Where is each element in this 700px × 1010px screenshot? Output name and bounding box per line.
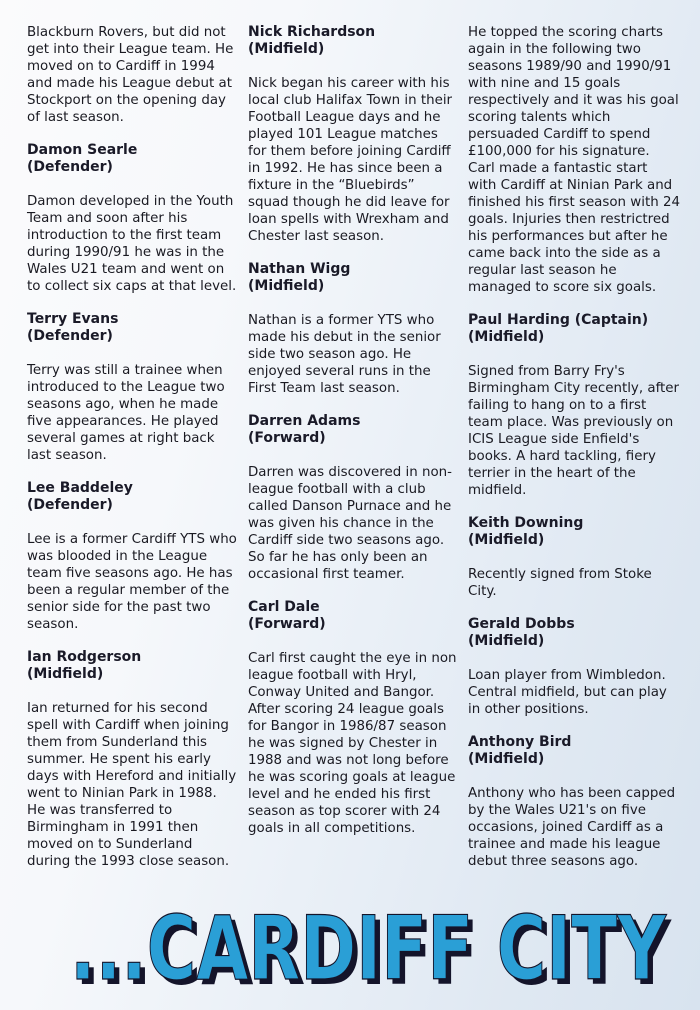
player-name: Anthony Bird [468,734,572,750]
player-name: Gerald Dobbs [468,616,575,632]
player-role: (Midfield) [468,633,545,649]
player-entry-lee-baddeley [27,480,237,633]
player-entry-darren-adams [248,413,458,583]
footer-title-shadow: ...CARDIFF CITY [75,902,672,994]
player-name: Damon Searle [27,142,138,158]
player-role: (Midfield) [468,532,545,548]
player-bio: Anthony who has been capped by the Wales U21's on five occasions, joined Cardiff as a trainee and made his league debut three seasons ago. [468,786,676,869]
column-3 [468,24,680,886]
player-bio: Damon developed in the Youth Team and soon after his introduction to the first team during 1990/91 he was in the Wales U21 team and went on to collect six caps at that level. [27,194,237,294]
player-entry-damon-searle [27,142,237,295]
player-role: (Defender) [27,159,113,175]
player-entry-gerald-dobbs [468,616,680,718]
player-role: (Midfield) [468,751,545,767]
player-name: Carl Dale [248,599,320,615]
intro-paragraph: He topped the scoring charts again in the following two seasons 1989/90 and 1990/91 with nine and 15 goals respectively and it was his goal scoring talents which persuaded Cardiff to spend £100,000 for his signature. Carl made a fantastic start with Cardiff at Ninian Park and finished his first season with 24 goals. Injuries then restrictred his performances but after he came back into the side as a regular last season he managed to score six goals. [468,25,681,295]
player-name: Terry Evans [27,311,119,327]
column-2 [248,24,458,853]
player-entry-anthony-bird [468,734,680,870]
player-entry-paul-harding [468,312,680,499]
player-role: (Forward) [248,616,326,632]
player-name: Nick Richardson [248,24,376,40]
column-1 [27,24,237,886]
player-name: Darren Adams [248,413,361,429]
player-bio: Recently signed from Stoke City. [468,567,652,599]
player-name: Paul Harding (Captain) [468,312,649,328]
player-role: (Midfield) [27,666,104,682]
player-entry-carl-dale [248,599,458,837]
player-bio: Terry was still a trainee when introduced to the League two seasons ago, when he made five appearances. He played several games at right back last season. [27,363,225,463]
player-role: (Midfield) [248,41,325,57]
player-bio: Loan player from Wimbledon. Central midfield, but can play in other positions. [468,668,667,717]
player-role: (Midfield) [248,278,325,294]
footer-title-graphic [70,898,690,994]
player-bio: Carl first caught the eye in non league football with Hryl, Conway United and Bangor. After scoring 24 league goals for Bangor in 1986/87 season he was signed by Chester in 1988 and was not long before he was scoring goals at league level and he ended his first season as top scorer with 24 goals in all competitions. [248,651,457,836]
player-name: Keith Downing [468,515,584,531]
player-bio: Signed from Barry Fry's Birmingham City recently, after failing to hang on to a first team place. Was previously on ICIS League side Enfield's books. A hard tackling, fiery terrier in the heart of the midfield. [468,364,680,498]
player-role: (Forward) [248,430,326,446]
player-entry-nathan-wigg [248,261,458,397]
player-role: (Defender) [27,497,113,513]
player-role: (Defender) [27,328,113,344]
player-bio: Nathan is a former YTS who made his debut in the senior side two season ago. He enjoyed several runs in the First Team last season. [248,313,441,396]
player-bio: Darren was discovered in non-league football with a club called Danson Purnace and he was given his chance in the Cardiff side two seasons ago. So far he has only been an occasional first teamer. [248,465,452,582]
player-name: Nathan Wigg [248,261,351,277]
player-entry-terry-evans [27,311,237,464]
intro-paragraph: Blackburn Rovers, but did not get into their League team. He moved on to Cardiff in 1994 and made his League debut at Stockport on the opening day of last season. [27,25,234,125]
footer-title: ...CARDIFF CITY [70,898,667,994]
player-role: (Midfield) [468,329,545,345]
footer-banner [70,898,690,994]
player-entry-nick-richardson [248,24,458,245]
player-bio: Nick began his career with his local club Halifax Town in their Football League days and he played 101 League matches for them before joining Cardiff in 1992. He has since been a fixture in the “Bluebirds” squad though he did leave for loan spells with Wrexham and Chester last season. [248,76,453,244]
player-bio: Lee is a former Cardiff YTS who was blooded in the League team five seasons ago. He has been a regular member of the senior side for the past two season. [27,532,237,632]
player-name: Ian Rodgerson [27,649,142,665]
player-entry-keith-downing [468,515,680,600]
player-bio: Ian returned for his second spell with Cardiff when joining them from Sunderland this summer. He spent his early days with Hereford and initially went to Ninian Park in 1988. He was transferred to Birmingham in 1991 then moved on to Sunderland during the 1993 close season. [27,701,237,869]
player-entry-ian-rodgerson [27,649,237,870]
player-name: Lee Baddeley [27,480,133,496]
